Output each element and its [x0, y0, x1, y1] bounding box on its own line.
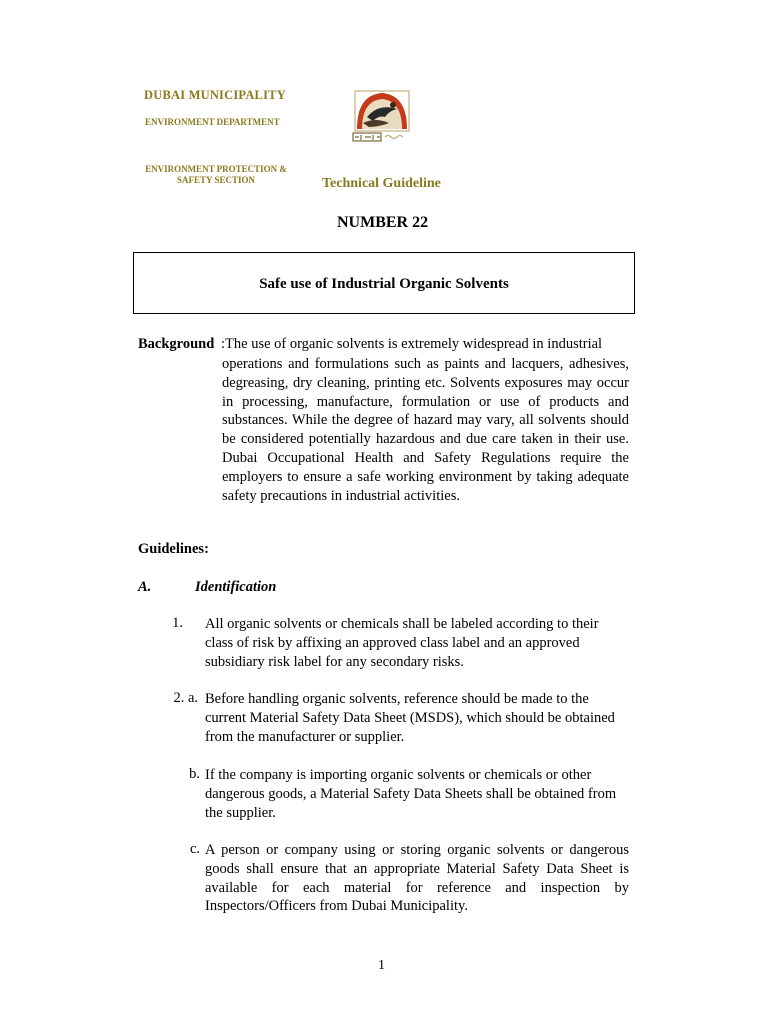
- background-label: Background: [138, 336, 215, 352]
- background-first-line: :The use of organic solvents is extremely widespread in industrial: [221, 336, 603, 352]
- item-number: c.: [189, 841, 200, 857]
- background-body: operations and formulations such as paints and lacquers, adhesives, degreasing, dry cleaning, printing etc. Solvents exposures may occur in processing, manufacture, formulation or use of products and substances. While the degree of hazard may vary, all solvents should be considered potentially hazardous and due care taken in their use. Dubai Occupational Health and Safety Regulations require the employers to ensure a safe working environment by taking adequate safety precautions in industrial activities.: [222, 356, 629, 504]
- item-number: b.: [189, 766, 200, 782]
- list-item: All organic solvents or chemicals shall be labeled according to their class of risk by affixing an approved class label and an approved subsidiary risk label for any secondary risks.: [205, 616, 599, 670]
- section-line-2: SAFETY SECTION: [177, 175, 255, 185]
- document-title: Safe use of Industrial Organic Solvents: [259, 276, 509, 292]
- guideline-number: NUMBER 22: [337, 214, 429, 231]
- item-number: 2. a.: [173, 690, 198, 706]
- department-name: ENVIRONMENT DEPARTMENT: [145, 117, 280, 127]
- title-box: [133, 252, 635, 314]
- organization-name: DUBAI MUNICIPALITY: [144, 88, 286, 102]
- section-name: [138, 164, 294, 186]
- dubai-municipality-logo-icon: [349, 89, 415, 149]
- document-type: Technical Guideline: [322, 176, 441, 191]
- section-a-title: Identification: [195, 579, 277, 595]
- list-item: Before handling organic solvents, reference should be made to the current Material Safety Data Sheet (MSDS), which should be obtained from the manufacturer or supplier.: [205, 691, 615, 745]
- page-number: 1: [378, 958, 385, 973]
- section-a-letter: A.: [138, 579, 152, 595]
- section-line-1: ENVIRONMENT PROTECTION &: [145, 164, 287, 174]
- guidelines-heading: Guidelines:: [138, 541, 209, 557]
- list-item: A person or company using or storing organic solvents or dangerous goods shall ensure that an appropriate Material Safety Data Sheet is available for each material for reference and inspection by Inspectors/Officers from Dubai Municipality.: [205, 842, 629, 915]
- list-item: If the company is importing organic solvents or chemicals or other dangerous goods, a Material Safety Data Sheets shall be obtained from the supplier.: [205, 767, 617, 821]
- item-number: 1.: [172, 615, 183, 631]
